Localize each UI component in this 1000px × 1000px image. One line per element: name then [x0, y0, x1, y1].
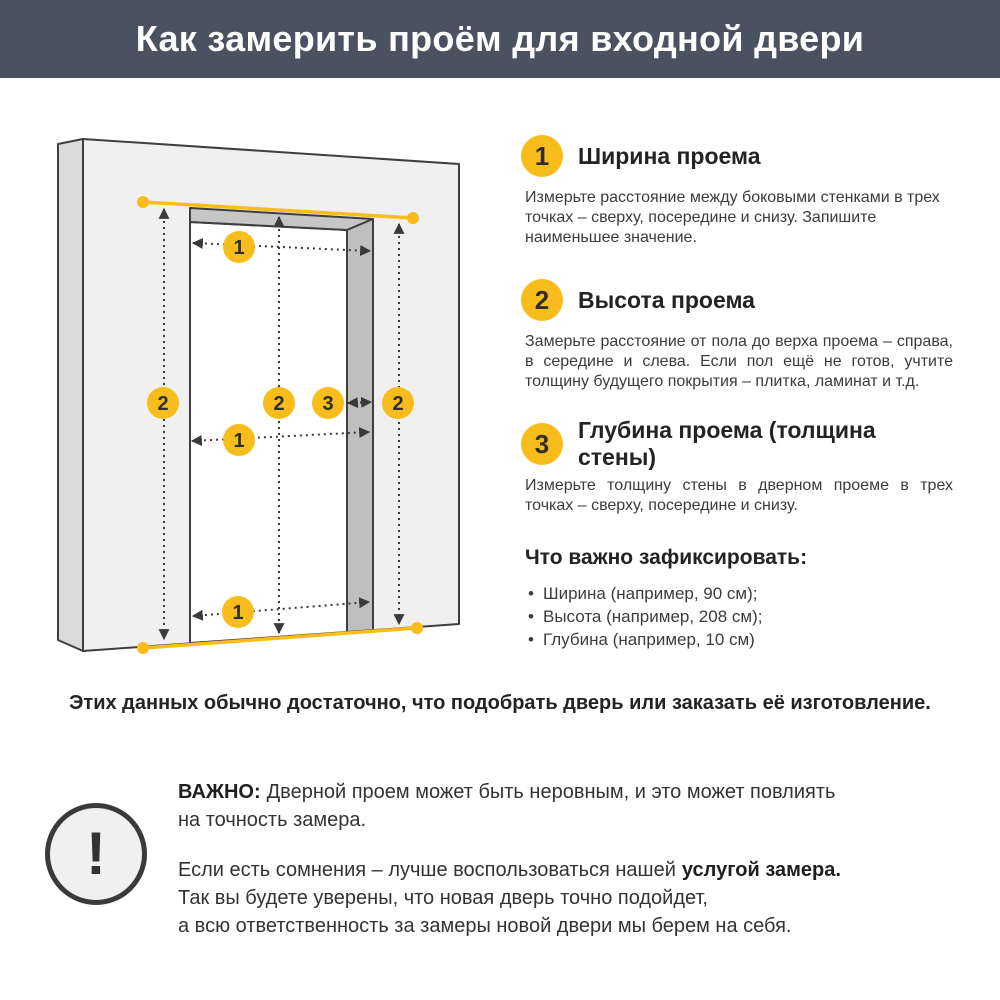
svg-text:1: 1: [233, 430, 245, 452]
important-line-5: а всю ответственность за замеры новой двери мы берем на себя.: [178, 915, 792, 937]
svg-text:2: 2: [392, 393, 404, 415]
svg-text:2: 2: [157, 393, 169, 415]
step-2-header: [521, 278, 953, 322]
summary-statement: Этих данных обычно достаточно, что подобрать дверь или заказать её изготовление.: [69, 692, 931, 714]
paragraph-gap: [178, 834, 983, 856]
step-1-title: Ширина проема: [578, 142, 761, 169]
important-notice: [178, 778, 983, 940]
checklist: [521, 582, 953, 651]
step-3-description: Измерьте толщину стены в дверном проеме в трех точках – сверху, посередине и снизу.: [525, 477, 953, 514]
measuring-service-highlight: услугой замера.: [681, 859, 841, 881]
door-measurement-diagram: [40, 110, 480, 690]
checklist-item-depth: • Глубина (например, 10 см): [521, 628, 953, 651]
checklist-item-width: • Ширина (например, 90 см);: [521, 582, 953, 605]
important-line-1-text: Дверной проем может быть неровным, и это может повлиять: [266, 781, 836, 803]
marker-height-center: [263, 387, 295, 419]
exclamation-icon: [45, 803, 147, 905]
header-bar: [0, 0, 1000, 78]
step-2-section: [521, 278, 953, 392]
important-line-3-text: Если есть сомнения – лучше воспользоваться нашей: [178, 859, 676, 881]
svg-text:3: 3: [322, 393, 334, 415]
step-2-number-badge: [521, 279, 563, 321]
step-2-description: Замерьте расстояние от пола до верха проема – справа, в середине и слева. Если пол ещё не готов, учтите толщину будущего покрытия – плитка, ламинат и т.д.: [525, 333, 953, 390]
step-1-description: Измерьте расстояние между боковыми стенками в трех точках – сверху, посередине и снизу. Запишите наименьшее значение.: [525, 189, 940, 246]
svg-text:1: 1: [232, 602, 244, 624]
important-line-1: [178, 778, 983, 806]
instructions-column: [521, 134, 953, 651]
marker-width-bottom: [222, 596, 254, 628]
door-opening: [190, 222, 347, 643]
marker-height-right: [382, 387, 414, 419]
marker-width-top: [223, 231, 255, 263]
important-label: ВАЖНО:: [178, 781, 261, 803]
step-3-number-badge: [521, 423, 563, 465]
wall-side-face: [58, 139, 83, 651]
important-line-4: Так вы будете уверены, что новая дверь точно подойдет,: [178, 887, 708, 909]
step-2-number: 2: [534, 284, 550, 315]
checklist-item-height: • Высота (например, 208 см);: [521, 605, 953, 628]
step-3-header: [521, 417, 953, 470]
marker-height-left: [147, 387, 179, 419]
exclamation-glyph: !: [86, 820, 106, 887]
step-1-number-badge: [521, 135, 563, 177]
step-1-number: 1: [534, 140, 550, 171]
step-1-section: [521, 134, 953, 248]
checklist-block: [521, 546, 953, 651]
opening-right-jamb: [347, 219, 373, 632]
page-title: Как замерить проём для входной двери: [135, 18, 865, 59]
important-line-2: на точность замера.: [178, 809, 367, 831]
step-3-section: [521, 417, 953, 516]
svg-text:1: 1: [233, 237, 245, 259]
step-1-header: [521, 134, 953, 178]
step-2-title: Высота проема: [578, 286, 755, 313]
marker-depth: [312, 387, 344, 419]
important-line-3: [178, 856, 983, 884]
marker-width-middle: [223, 424, 255, 456]
svg-text:2: 2: [273, 393, 285, 415]
step-3-number: 3: [534, 428, 550, 459]
checklist-title: Что важно зафиксировать:: [525, 546, 808, 569]
step-3-title: Глубина проема (толщина стены): [578, 417, 876, 470]
